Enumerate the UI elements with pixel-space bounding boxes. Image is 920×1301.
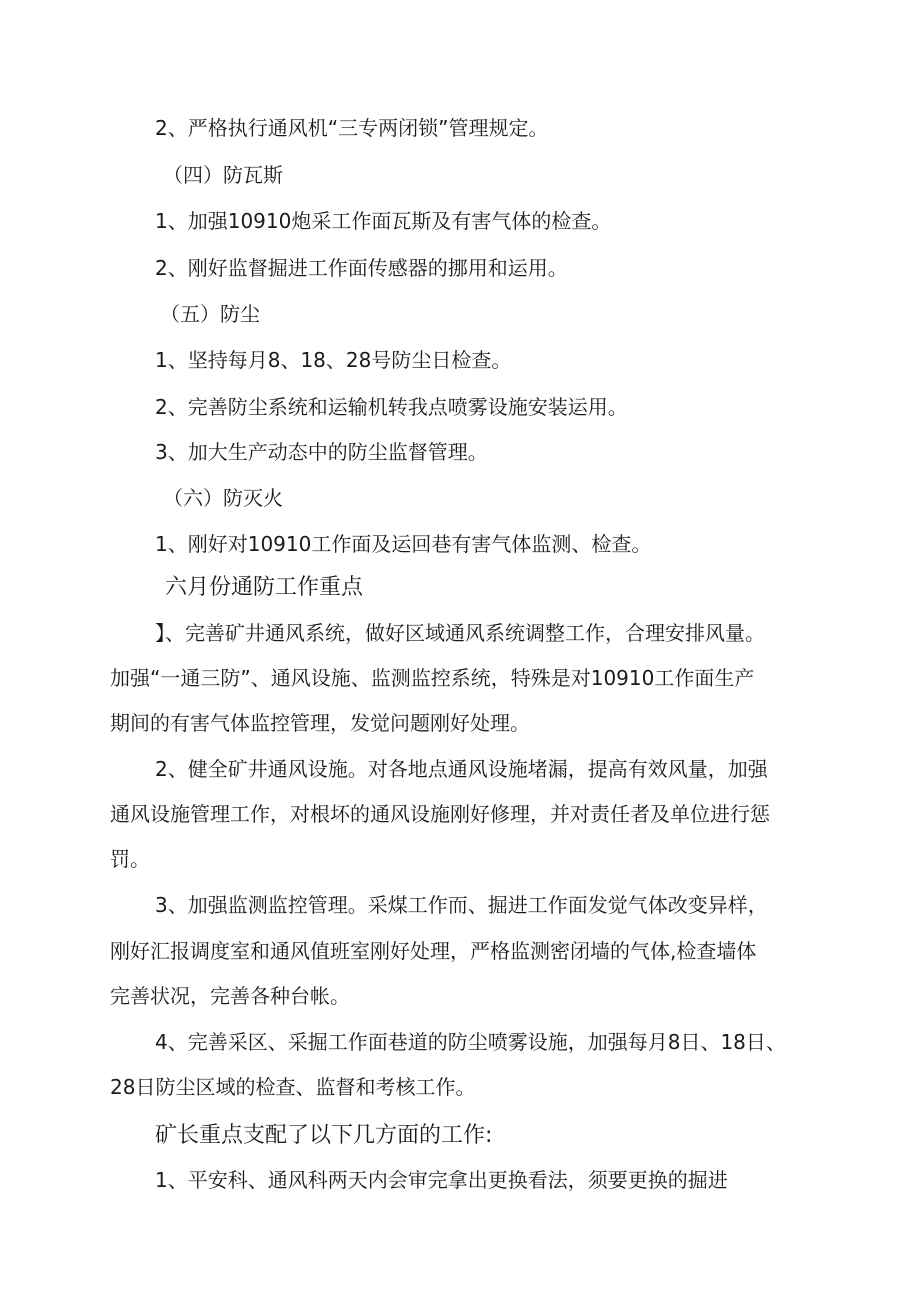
text-line: 1、刚好对10910工作面及运回巷有害气体监测、检查。 — [155, 532, 652, 556]
section-heading-gas: （四）防瓦斯 — [163, 163, 283, 187]
paragraph-line: 2、健全矿井通风设施。对各地点通风设施堵漏，提高有效风量，加强 — [155, 757, 768, 781]
heading-june-priorities: 六月份通防工作重点 — [165, 575, 364, 600]
text-line: 1、坚持每月8、18、28号防尘日检查。 — [155, 348, 512, 372]
text-line: 3、加大生产动态中的防尘监督管理。 — [155, 440, 488, 464]
section-heading-fire: （六）防灭火 — [163, 486, 283, 510]
paragraph-line: 通风设施管理工作，对根坏的通风设施刚好修理，并对责任者及单位进行惩 — [110, 802, 770, 826]
paragraph-line: 1、平安科、通风科两天内会审完拿出更换看法，须要更换的掘进 — [155, 1168, 728, 1192]
paragraph-line: 28日防尘区域的检查、监督和考核工作。 — [110, 1075, 476, 1099]
text-line: 1、加强10910炮采工作面瓦斯及有害气体的检查。 — [155, 209, 612, 233]
paragraph-line: 3、加强监测监控管理。采煤工作而、掘进工作面发觉气体改变异样， — [155, 893, 768, 917]
paragraph-line: 】、完善矿井通风系统，做好区域通风系统调整工作，合理安排风量。 — [155, 621, 765, 645]
heading-mine-director: 矿长重点支配了以下几方面的工作: — [155, 1123, 493, 1148]
text-line: 2、完善防尘系统和运输机转我点喷雾设施安装运用。 — [155, 395, 628, 419]
paragraph-line: 4、完善采区、采掘工作面巷道的防尘喷雾设施，加强每月8日、18日、 — [155, 1030, 786, 1054]
section-heading-dust: （五）防尘 — [160, 302, 260, 326]
text-line: 2、严格执行通风机“三专两闭锁”管理规定。 — [155, 116, 549, 140]
paragraph-line: 加强“一通三防”、通风设施、监测监控系统，特殊是对10910工作面生产 — [110, 666, 755, 690]
paragraph-line: 期间的有害气体监控管理，发觉问题刚好处理。 — [110, 711, 530, 735]
paragraph-line: 刚好汇报调度室和通风值班室刚好处理，严格监测密闭墙的气体,检查墙体 — [110, 939, 757, 963]
text-line: 2、刚好监督掘进工作面传感器的挪用和运用。 — [155, 256, 568, 280]
paragraph-line: 完善状况，完善各种台帐。 — [110, 984, 350, 1008]
paragraph-line: 罚。 — [110, 847, 150, 871]
